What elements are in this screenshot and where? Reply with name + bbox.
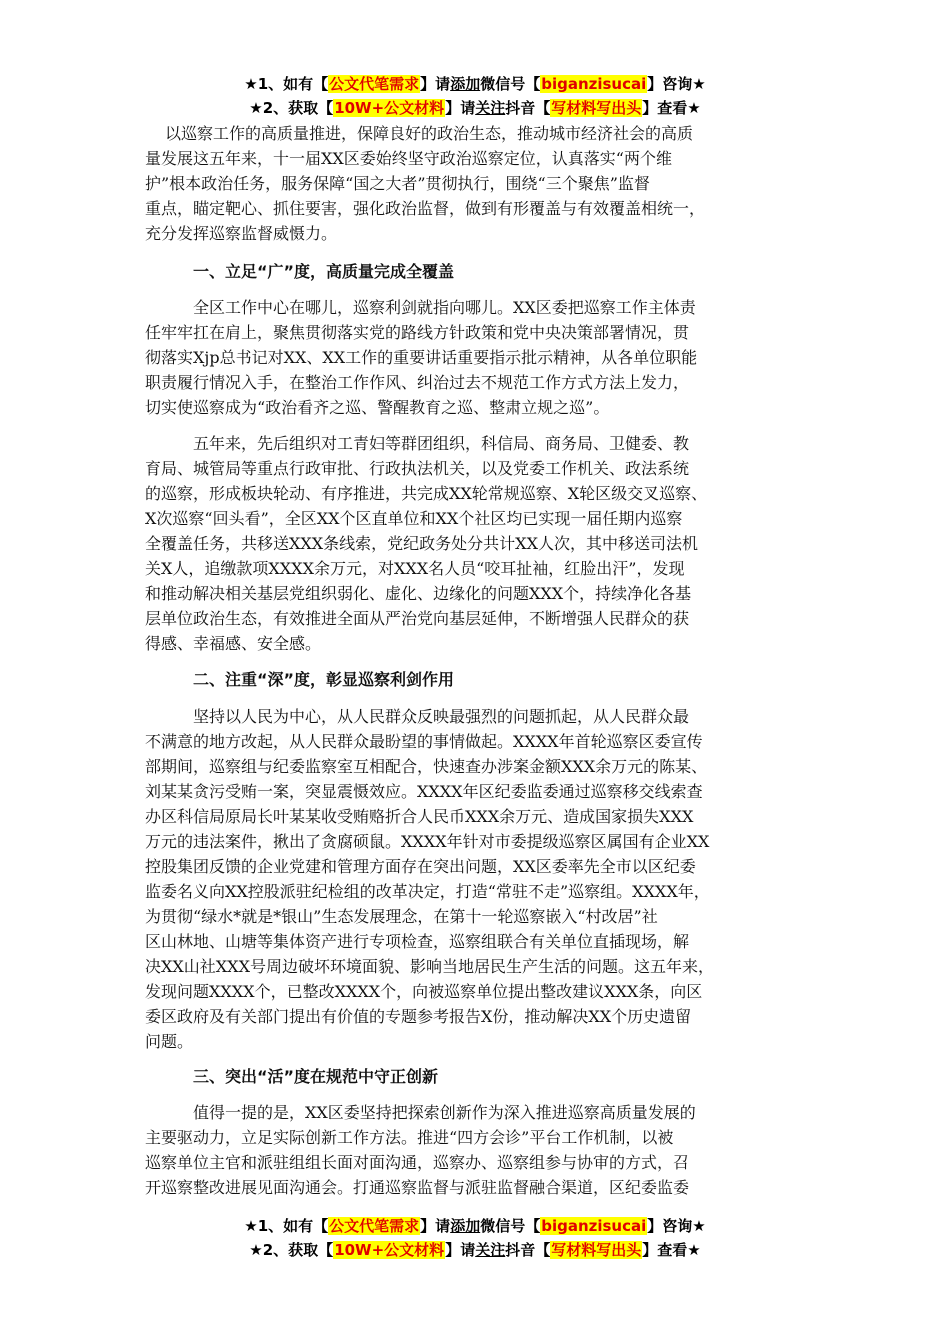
highlight-wechat-id: biganzisucai [541,1217,647,1235]
top-banner [0,72,950,120]
highlight-materials: 10W+公文材料 [334,99,445,117]
intro-paragraph: 以巡察工作的高质量推进，保障良好的政治生态，推动城市经济社会的高质 量发展这五年来，十一届XX区委始终坚守政治巡察定位，认真落实“两个维 护”根本政治任务，服务保障“国之大者”贯彻执行，围绕“三个聚焦”监督 重点，瞄定靶心、抓住要害，强化政治监督，做到有形覆盖与有效覆盖相统一， 充分发挥巡察监督威慑力。 [145,124,706,243]
paragraph-4: 值得一提的是，XX区委坚持把探索创新作为深入推进巡察高质量发展的 主要驱动力，立足实际创新工作方法。推进“四方会诊”平台工作机制，以被 巡察单位主官和派驻组组长面对面沟通，巡察办、巡察组参与协审的方式，召 开巡察整改进展见面沟通会。打通巡察监督与派驻监督融合渠道，区纪委监委 [145,1103,696,1197]
bottom-banner [0,1214,950,1262]
highlight-materials: 10W+公文材料 [334,1241,445,1259]
highlight-douyin: 写材料写出头 [551,1241,642,1259]
highlight-wechat-id: biganzisucai [541,75,647,93]
paragraph-3: 坚持以人民为中心，从人民群众反映最强烈的问题抓起，从人民群众最 不满意的地方改起，从人民群众最盼望的事情做起。XXXX年首轮巡察区委宣传 部期间，巡察组与纪委监察室互相配合，快速查办涉案金额XXX余万元的陈某、 刘某某贪污受贿一案，突显震慑效应。XXXX年区纪委监委通过巡察移交线索查 办区科信局原局长叶某某收受贿赂折合人民币XXX余万元、造成国家损失XXX 万元的违法案件，揪出了贪腐硕鼠。XXXX年针对市委提级巡察区属国有企业XX 控股集团反馈的企业党建和管理方面存在突出问题，XX区委率先全市以区纪委 监委名义向XX控股派驻纪检组的改革决定，打造“常驻不走”巡察组。XXXX年， 为贯彻“绿水*就是*银山”生态发展理念，在第十一轮巡察嵌入“村改居”社 区山林地、山塘等集体资产进行专项检查，巡察组联合有关单位直插现场，解 决XX山社XXX号周边破坏环境面貌、影响当地居民生产生活的问题。这五年来， 发现问题XXXX个，已整改XXXX个，向被巡察单位提出整改建议XXX条，向区 委区政府及有关部门提出有价值的专题参考报告X份，推动解决XX个历史遗留 问题。 [145,707,714,1051]
banner-line-2: ★2、获取【10W+公文材料】请关注抖音【写材料写出头】查看★ [249,1241,701,1259]
paragraph-1: 全区工作中心在哪儿，巡察利剑就指向哪儿。XX区委把巡察工作主体责 任牢牢扛在肩上，聚焦贯彻落实党的路线方针政策和党中央决策部署情况，贯 彻落实Xjp总书记对XX、XX工作的重要讲话重要指示批示精神，从各单位职能 职责履行情况入手，在整治工作作风、纠治过去不规范工作方式方法上发力， 切实使巡察成为“政治看齐之巡、警醒教育之巡、整肃立规之巡”。 [145,298,698,417]
highlight-ghostwriting: 公文代笔需求 [329,75,420,93]
heading-1: 一、立足“广”度，高质量完成全覆盖 [193,262,455,281]
banner-line-1: ★1、如有【公文代笔需求】请添加微信号【biganzisucai】咨询★ [244,1217,706,1235]
banner-line-1: ★1、如有【公文代笔需求】请添加微信号【biganzisucai】咨询★ [244,75,706,93]
heading-2: 二、注重“深”度，彰显巡察利剑作用 [193,670,455,689]
highlight-douyin: 写材料写出头 [551,99,642,117]
highlight-ghostwriting: 公文代笔需求 [329,1217,420,1235]
banner-line-2: ★2、获取【10W+公文材料】请关注抖音【写材料写出头】查看★ [249,99,701,117]
heading-3: 三、突出“活”度在规范中守正创新 [193,1067,439,1086]
paragraph-2: 五年来，先后组织对工青妇等群团组织，科信局、商务局、卫健委、教 育局、城管局等重点行政审批、行政执法机关，以及党委工作机关、政法系统 的巡察，形成板块轮动、有序推进，共完成XX轮常规巡察、X轮区级交叉巡察、 X次巡察“回头看”，全区XX个区直单位和XX个社区均已实现一届任期内巡察 全覆盖任务，共移送XXX条线索，党纪政务处分共计XX人次，其中移送司法机 关X人，追缴款项XXXX余万元，对XXX名人员“咬耳扯袖，红脸出汗”，发现 和推动解决相关基层党组织弱化、虚化、边缘化的问题XXX个，持续净化各基 层单位政治生态，有效推进全面从严治党向基层延伸，不断增强人民群众的获 得感、幸福感、安全感。 [145,434,708,653]
